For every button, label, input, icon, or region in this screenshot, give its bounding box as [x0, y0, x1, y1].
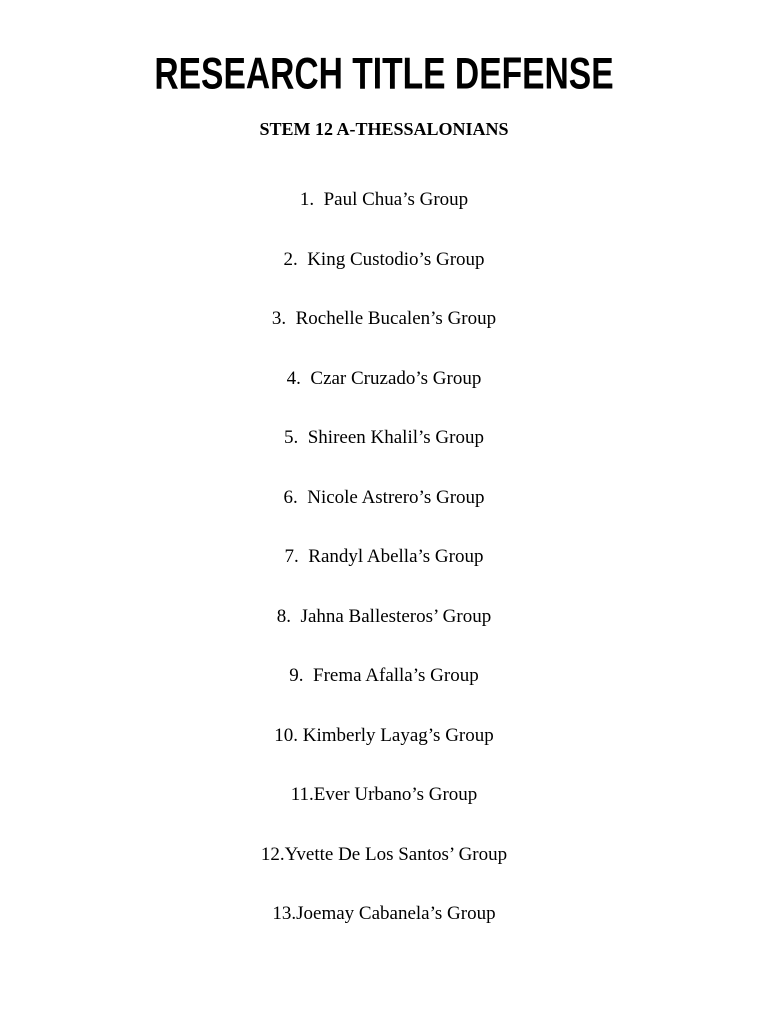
list-item: 13.Joemay Cabanela’s Group [272, 903, 496, 924]
list-item: 12.Yvette De Los Santos’ Group [260, 843, 508, 865]
page-subtitle: STEM 12 A-THESSALONIANS [259, 119, 509, 139]
page-title: RESEARCH TITLE DEFENSE [154, 49, 614, 99]
list-item: 1. Paul Chua’s Group [299, 189, 469, 210]
list-item: 9. Frema Afalla’s Group [289, 665, 479, 686]
group-list [0, 186, 768, 960]
list-item: 5. Shireen Khalil’s Group [283, 427, 484, 448]
list-item: 4. Czar Cruzado’s Group [286, 367, 482, 389]
list-item: 7. Randyl Abella’s Group [284, 546, 484, 567]
list-item: 6. Nicole Astrero’s Group [283, 486, 485, 508]
list-item: 11.Ever Urbano’s Group [290, 784, 478, 805]
list-item: 2. King Custodio’s Group [283, 248, 485, 270]
list-item: 10. Kimberly Layag’s Group [274, 724, 494, 746]
list-item: 8. Jahna Ballesteros’ Group [276, 605, 492, 627]
list-item: 3. Rochelle Bucalen’s Group [271, 308, 497, 329]
